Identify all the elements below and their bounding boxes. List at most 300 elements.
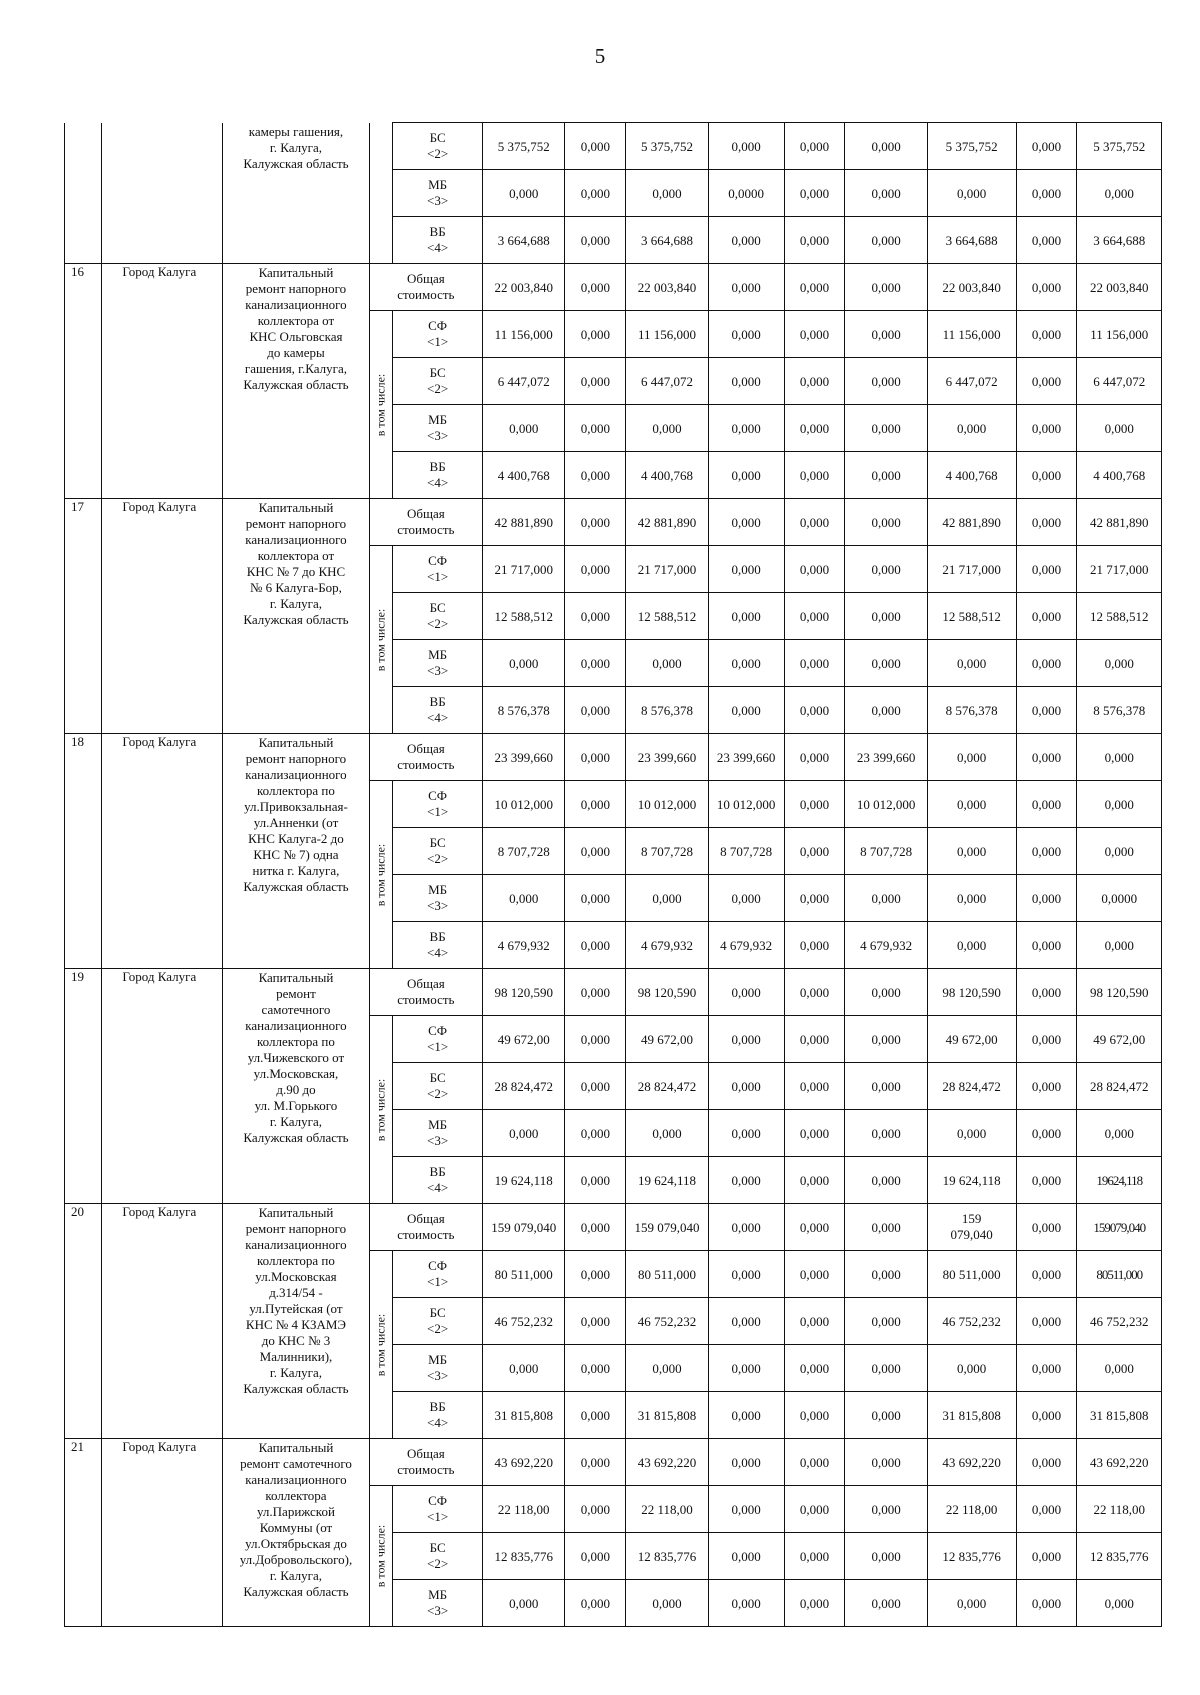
value-cell: 42 881,890 — [483, 499, 565, 546]
value-cell: 0,000 — [1016, 1533, 1077, 1580]
value-cell: 0,000 — [708, 1157, 784, 1204]
value-cell: 23 399,660 — [845, 734, 927, 781]
value-cell: 159 079,040 — [483, 1204, 565, 1251]
value-cell: 0,000 — [784, 1110, 845, 1157]
value-cell: 12 835,776 — [483, 1533, 565, 1580]
funding-type-label: Общая стоимость — [397, 976, 455, 1007]
value-cell: 0,000 — [626, 1110, 708, 1157]
value-cell: 12 835,776 — [626, 1533, 708, 1580]
value-cell: 19 624,118 — [626, 1157, 708, 1204]
value-cell: 0,000 — [784, 217, 845, 264]
funding-type — [393, 546, 483, 593]
funding-type-label: СФ <1> — [427, 553, 449, 584]
value-cell: 0,000 — [708, 1251, 784, 1298]
value-cell: 159 079,040 — [626, 1204, 708, 1251]
budget-table — [64, 122, 1162, 1627]
value-cell: 80 511,000 — [927, 1251, 1016, 1298]
value-cell: 43 692,220 — [626, 1439, 708, 1486]
value-cell: 0,000 — [845, 170, 927, 217]
value-cell: 0,000 — [784, 1016, 845, 1063]
funding-type-label: БС <2> — [427, 1070, 449, 1101]
municipality-cell: Город Калуга — [102, 264, 223, 499]
funding-type-label: СФ <1> — [427, 788, 449, 819]
value-cell: 0,000 — [845, 264, 927, 311]
funding-type — [393, 405, 483, 452]
value-cell: 0,000 — [845, 1204, 927, 1251]
value-cell: 0,000 — [845, 593, 927, 640]
value-cell: 0,000 — [565, 405, 626, 452]
value-cell: 0,000 — [708, 1016, 784, 1063]
value-cell: 0,000 — [565, 1110, 626, 1157]
funding-type-label: Общая стоимость — [397, 271, 455, 302]
value-cell: 0,000 — [784, 1157, 845, 1204]
funding-type-total — [369, 1439, 482, 1486]
value-cell: 0,000 — [927, 1580, 1016, 1627]
value-cell: 0,000 — [708, 1204, 784, 1251]
funding-type-label: МБ <3> — [427, 647, 449, 678]
value-cell: 0,000 — [927, 734, 1016, 781]
value-cell: 0,000 — [784, 1439, 845, 1486]
in-that-number-cell — [369, 311, 393, 499]
funding-type-total — [369, 264, 482, 311]
value-cell: 0,000 — [784, 1392, 845, 1439]
value-cell: 0,000 — [784, 358, 845, 405]
value-cell: 0,000 — [1016, 1439, 1077, 1486]
funding-type — [393, 781, 483, 828]
table-row — [65, 499, 1162, 546]
value-cell: 22 118,00 — [927, 1486, 1016, 1533]
value-cell: 8 707,728 — [708, 828, 784, 875]
value-cell: 0,000 — [784, 922, 845, 969]
value-cell: 0,000 — [483, 875, 565, 922]
value-cell: 0,000 — [927, 828, 1016, 875]
value-cell: 0,000 — [1016, 1298, 1077, 1345]
funding-type-label: МБ <3> — [427, 882, 449, 913]
value-cell: 6 447,072 — [483, 358, 565, 405]
value-cell: 46 752,232 — [483, 1298, 565, 1345]
funding-type-label: ВБ <4> — [427, 459, 449, 490]
value-cell: 0,000 — [1016, 1251, 1077, 1298]
in-that-number-cell — [369, 546, 393, 734]
value-cell: 0,000 — [927, 170, 1016, 217]
value-cell: 0,000 — [845, 1345, 927, 1392]
value-cell: 31 815,808 — [626, 1392, 708, 1439]
funding-type-label: Общая стоимость — [397, 1211, 455, 1242]
value-cell: 5 375,752 — [483, 123, 565, 170]
value-cell: 0,000 — [1016, 546, 1077, 593]
value-cell: 6 447,072 — [626, 358, 708, 405]
project-description — [223, 734, 369, 969]
value-cell: 11 156,000 — [1077, 311, 1162, 358]
municipality-cell: Город Калуга — [102, 969, 223, 1204]
in-that-number-cell — [369, 1486, 393, 1627]
in-that-number-cell — [369, 1016, 393, 1204]
value-cell: 0,000 — [784, 546, 845, 593]
table-row — [65, 264, 1162, 311]
funding-type-label: ВБ <4> — [427, 929, 449, 960]
value-cell: 0,000 — [845, 1392, 927, 1439]
value-cell: 46 752,232 — [927, 1298, 1016, 1345]
value-cell: 159079,040 — [1077, 1204, 1162, 1251]
in-that-number-label: в том числе: — [373, 1313, 388, 1376]
value-cell: 0,000 — [845, 687, 927, 734]
value-cell: 12 835,776 — [927, 1533, 1016, 1580]
value-cell: 0,000 — [565, 1204, 626, 1251]
value-cell: 0,000 — [845, 123, 927, 170]
value-cell: 21 717,000 — [483, 546, 565, 593]
value-cell: 0,000 — [565, 1345, 626, 1392]
value-cell: 0,000 — [784, 1251, 845, 1298]
item-number: 19 — [65, 969, 102, 1204]
in-that-number-label: в том числе: — [373, 608, 388, 671]
project-description — [223, 1439, 369, 1627]
funding-type — [393, 922, 483, 969]
value-cell: 0,000 — [1016, 1486, 1077, 1533]
value-cell: 21 717,000 — [626, 546, 708, 593]
item-number — [65, 123, 102, 264]
value-cell: 4 679,932 — [708, 922, 784, 969]
value-cell: 0,000 — [1077, 922, 1162, 969]
value-cell: 0,000 — [708, 499, 784, 546]
funding-type-total — [369, 969, 482, 1016]
value-cell: 0,000 — [708, 687, 784, 734]
value-cell: 22 118,00 — [483, 1486, 565, 1533]
funding-type-label: МБ <3> — [427, 1587, 449, 1618]
value-cell: 5 375,752 — [927, 123, 1016, 170]
table-body — [65, 123, 1162, 1627]
funding-type-label: БС <2> — [427, 365, 449, 396]
value-cell: 0,000 — [565, 1251, 626, 1298]
value-cell: 0,000 — [1016, 640, 1077, 687]
value-cell: 0,000 — [1016, 358, 1077, 405]
value-cell: 159 079,040 — [927, 1204, 1016, 1251]
municipality-cell: Город Калуга — [102, 1439, 223, 1627]
funding-type-label: Общая стоимость — [397, 741, 455, 772]
funding-type — [393, 593, 483, 640]
value-cell: 0,000 — [565, 499, 626, 546]
value-cell: 0,000 — [708, 1345, 784, 1392]
value-cell: 0,000 — [845, 452, 927, 499]
value-cell: 19624,118 — [1077, 1157, 1162, 1204]
value-cell: 0,000 — [626, 640, 708, 687]
value-cell: 0,000 — [565, 1063, 626, 1110]
value-cell: 0,000 — [626, 405, 708, 452]
value-cell: 80511,000 — [1077, 1251, 1162, 1298]
value-cell: 0,000 — [1016, 1392, 1077, 1439]
value-cell: 0,000 — [845, 969, 927, 1016]
value-cell: 0,000 — [1016, 1063, 1077, 1110]
value-cell: 0,000 — [784, 875, 845, 922]
funding-type-label: СФ <1> — [427, 318, 449, 349]
value-cell: 4 679,932 — [483, 922, 565, 969]
funding-type — [393, 358, 483, 405]
value-cell: 0,000 — [784, 969, 845, 1016]
funding-type — [393, 1345, 483, 1392]
value-cell: 21 717,000 — [927, 546, 1016, 593]
value-cell: 0,000 — [927, 875, 1016, 922]
value-cell: 0,000 — [1016, 1110, 1077, 1157]
value-cell: 0,000 — [845, 546, 927, 593]
item-number: 20 — [65, 1204, 102, 1439]
value-cell: 0,000 — [1077, 1110, 1162, 1157]
value-cell: 0,000 — [845, 1439, 927, 1486]
funding-type-label: БС <2> — [427, 1305, 449, 1336]
value-cell: 0,000 — [483, 1345, 565, 1392]
value-cell: 0,000 — [565, 452, 626, 499]
project-description-text: Капитальный ремонт напорного канализационного коллектора по ул.Московская д.314/54 - ул.Путейская (от КНС № 4 КЗАМЭ до КНС № 3 Малинники), г. Калуга, Калужская область — [243, 1205, 349, 1396]
value-cell: 0,000 — [784, 734, 845, 781]
funding-type — [393, 452, 483, 499]
funding-type-label: СФ <1> — [427, 1493, 449, 1524]
value-cell: 0,000 — [708, 264, 784, 311]
value-cell: 0,000 — [1016, 922, 1077, 969]
page-number: 5 — [594, 44, 606, 68]
value-cell: 8 707,728 — [845, 828, 927, 875]
value-cell: 31 815,808 — [927, 1392, 1016, 1439]
value-cell: 0,000 — [1077, 1345, 1162, 1392]
value-cell: 98 120,590 — [927, 969, 1016, 1016]
value-cell: 0,000 — [708, 405, 784, 452]
value-cell: 0,000 — [483, 170, 565, 217]
funding-type — [393, 311, 483, 358]
value-cell: 0,000 — [1077, 170, 1162, 217]
value-cell: 0,000 — [565, 781, 626, 828]
project-description — [223, 969, 369, 1204]
value-cell: 12 588,512 — [927, 593, 1016, 640]
in-that-number-cell — [369, 781, 393, 969]
value-cell: 0,000 — [565, 1439, 626, 1486]
value-cell: 0,000 — [784, 593, 845, 640]
funding-type-label: ВБ <4> — [427, 1164, 449, 1195]
value-cell: 0,000 — [708, 1063, 784, 1110]
funding-type-label: БС <2> — [427, 1540, 449, 1571]
value-cell: 0,000 — [565, 1580, 626, 1627]
value-cell: 22 003,840 — [1077, 264, 1162, 311]
value-cell: 8 576,378 — [483, 687, 565, 734]
value-cell: 0,000 — [784, 499, 845, 546]
value-cell: 19 624,118 — [483, 1157, 565, 1204]
value-cell: 0,000 — [626, 1580, 708, 1627]
funding-type — [393, 828, 483, 875]
value-cell: 0,000 — [1077, 405, 1162, 452]
value-cell: 0,000 — [845, 640, 927, 687]
value-cell: 0,000 — [565, 640, 626, 687]
funding-type-total — [369, 1204, 482, 1251]
value-cell: 98 120,590 — [626, 969, 708, 1016]
value-cell: 23 399,660 — [483, 734, 565, 781]
value-cell: 80 511,000 — [626, 1251, 708, 1298]
funding-type-label: ВБ <4> — [427, 1399, 449, 1430]
value-cell: 0,000 — [483, 640, 565, 687]
value-cell: 0,000 — [565, 1157, 626, 1204]
value-cell: 0,000 — [784, 1345, 845, 1392]
municipality-cell: Город Калуга — [102, 499, 223, 734]
value-cell: 11 156,000 — [483, 311, 565, 358]
value-cell: 0,000 — [565, 734, 626, 781]
value-cell: 0,000 — [784, 640, 845, 687]
value-cell: 22 118,00 — [626, 1486, 708, 1533]
funding-type — [393, 1110, 483, 1157]
value-cell: 0,000 — [1016, 687, 1077, 734]
funding-type-label: СФ <1> — [427, 1258, 449, 1289]
value-cell: 0,000 — [1016, 1345, 1077, 1392]
value-cell: 0,000 — [1016, 123, 1077, 170]
value-cell: 0,000 — [708, 1392, 784, 1439]
value-cell: 0,000 — [565, 1533, 626, 1580]
item-number: 18 — [65, 734, 102, 969]
value-cell: 12 588,512 — [1077, 593, 1162, 640]
value-cell: 10 012,000 — [483, 781, 565, 828]
value-cell: 0,000 — [1077, 734, 1162, 781]
value-cell: 46 752,232 — [626, 1298, 708, 1345]
value-cell: 0,000 — [1016, 1157, 1077, 1204]
value-cell: 0,000 — [708, 969, 784, 1016]
value-cell: 0,000 — [565, 264, 626, 311]
funding-type-label: БС <2> — [427, 835, 449, 866]
value-cell: 0,000 — [565, 358, 626, 405]
value-cell: 49 672,00 — [1077, 1016, 1162, 1063]
value-cell: 0,000 — [565, 311, 626, 358]
value-cell: 6 447,072 — [1077, 358, 1162, 405]
value-cell: 8 576,378 — [1077, 687, 1162, 734]
value-cell: 0,000 — [845, 1016, 927, 1063]
value-cell: 6 447,072 — [927, 358, 1016, 405]
value-cell: 4 679,932 — [626, 922, 708, 969]
value-cell: 0,000 — [626, 875, 708, 922]
value-cell: 0,000 — [845, 1580, 927, 1627]
value-cell: 0,000 — [1016, 734, 1077, 781]
value-cell: 0,000 — [565, 1486, 626, 1533]
value-cell: 0,000 — [927, 405, 1016, 452]
value-cell: 0,000 — [845, 499, 927, 546]
item-number: 16 — [65, 264, 102, 499]
value-cell: 22 003,840 — [626, 264, 708, 311]
value-cell: 98 120,590 — [1077, 969, 1162, 1016]
funding-type — [393, 1580, 483, 1627]
value-cell: 0,000 — [565, 1298, 626, 1345]
value-cell: 43 692,220 — [483, 1439, 565, 1486]
value-cell: 0,000 — [565, 1392, 626, 1439]
value-cell: 0,000 — [1016, 828, 1077, 875]
value-cell: 22 003,840 — [483, 264, 565, 311]
funding-type-label: Общая стоимость — [397, 506, 455, 537]
value-cell: 28 824,472 — [1077, 1063, 1162, 1110]
value-cell: 0,000 — [784, 264, 845, 311]
item-number: 17 — [65, 499, 102, 734]
project-description — [223, 499, 369, 734]
value-cell: 0,000 — [708, 546, 784, 593]
funding-type-label: СФ <1> — [427, 1023, 449, 1054]
value-cell: 0,000 — [927, 922, 1016, 969]
value-cell: 0,000 — [845, 1486, 927, 1533]
value-cell: 28 824,472 — [626, 1063, 708, 1110]
value-cell: 0,000 — [1077, 781, 1162, 828]
value-cell: 10 012,000 — [626, 781, 708, 828]
value-cell: 0,000 — [845, 875, 927, 922]
value-cell: 46 752,232 — [1077, 1298, 1162, 1345]
value-cell: 0,000 — [845, 358, 927, 405]
value-cell: 0,000 — [845, 311, 927, 358]
funding-type — [393, 1016, 483, 1063]
value-cell: 0,000 — [784, 170, 845, 217]
value-cell: 0,000 — [708, 452, 784, 499]
funding-type — [393, 1251, 483, 1298]
table-row — [65, 1439, 1162, 1486]
in-that-number-label: в том числе: — [373, 373, 388, 436]
value-cell: 4 400,768 — [927, 452, 1016, 499]
in-that-number-cell — [369, 1251, 393, 1439]
funding-type — [393, 123, 483, 170]
value-cell: 42 881,890 — [927, 499, 1016, 546]
value-cell: 80 511,000 — [483, 1251, 565, 1298]
funding-type — [393, 217, 483, 264]
value-cell: 0,000 — [784, 828, 845, 875]
funding-type-total — [369, 734, 482, 781]
value-cell: 0,000 — [708, 875, 784, 922]
value-cell: 0,000 — [708, 1110, 784, 1157]
value-cell: 0,000 — [626, 1345, 708, 1392]
project-description — [223, 123, 369, 264]
value-cell: 3 664,688 — [626, 217, 708, 264]
value-cell: 31 815,808 — [483, 1392, 565, 1439]
funding-type — [393, 1298, 483, 1345]
funding-type — [393, 687, 483, 734]
value-cell: 10 012,000 — [708, 781, 784, 828]
value-cell: 0,000 — [845, 1063, 927, 1110]
value-cell: 0,000 — [565, 969, 626, 1016]
value-cell: 22 118,00 — [1077, 1486, 1162, 1533]
value-cell: 0,000 — [784, 452, 845, 499]
value-cell: 0,000 — [784, 1580, 845, 1627]
value-cell: 0,000 — [1016, 217, 1077, 264]
value-cell: 5 375,752 — [626, 123, 708, 170]
value-cell: 0,000 — [626, 170, 708, 217]
value-cell: 0,000 — [565, 1016, 626, 1063]
table-row — [65, 734, 1162, 781]
value-cell: 0,000 — [1016, 1580, 1077, 1627]
value-cell: 8 576,378 — [626, 687, 708, 734]
funding-type — [393, 1157, 483, 1204]
value-cell: 0,000 — [927, 1345, 1016, 1392]
value-cell: 31 815,808 — [1077, 1392, 1162, 1439]
value-cell: 0,000 — [1016, 781, 1077, 828]
value-cell: 0,000 — [565, 593, 626, 640]
in-that-number-label: в том числе: — [373, 1524, 388, 1588]
value-cell: 12 588,512 — [483, 593, 565, 640]
value-cell: 8 576,378 — [927, 687, 1016, 734]
value-cell: 0,000 — [1016, 499, 1077, 546]
value-cell: 0,000 — [1016, 452, 1077, 499]
value-cell: 19 624,118 — [927, 1157, 1016, 1204]
value-cell: 28 824,472 — [483, 1063, 565, 1110]
value-cell: 0,000 — [784, 1298, 845, 1345]
funding-type — [393, 875, 483, 922]
project-description-text: Капитальный ремонт напорного канализационного коллектора от КНС № 7 до КНС № 6 Калуга-Бор, г. Калуга, Калужская область — [243, 500, 349, 627]
value-cell: 11 156,000 — [626, 311, 708, 358]
project-description-text: Капитальный ремонт напорного канализационного коллектора по ул.Привокзальная- ул.Анненки (от КНС Калуга-2 до КНС № 7) одна нитка г. Калуга, Калужская область — [243, 735, 349, 894]
value-cell: 0,000 — [1016, 1204, 1077, 1251]
funding-type-label: ВБ <4> — [427, 694, 449, 725]
value-cell: 0,000 — [927, 781, 1016, 828]
value-cell: 4 400,768 — [1077, 452, 1162, 499]
funding-type-label: МБ <3> — [427, 1352, 449, 1383]
value-cell: 0,000 — [708, 123, 784, 170]
value-cell: 0,000 — [565, 828, 626, 875]
value-cell: 0,000 — [845, 1251, 927, 1298]
value-cell: 0,000 — [927, 640, 1016, 687]
value-cell: 0,000 — [708, 311, 784, 358]
funding-type-label: БС <2> — [427, 130, 449, 161]
